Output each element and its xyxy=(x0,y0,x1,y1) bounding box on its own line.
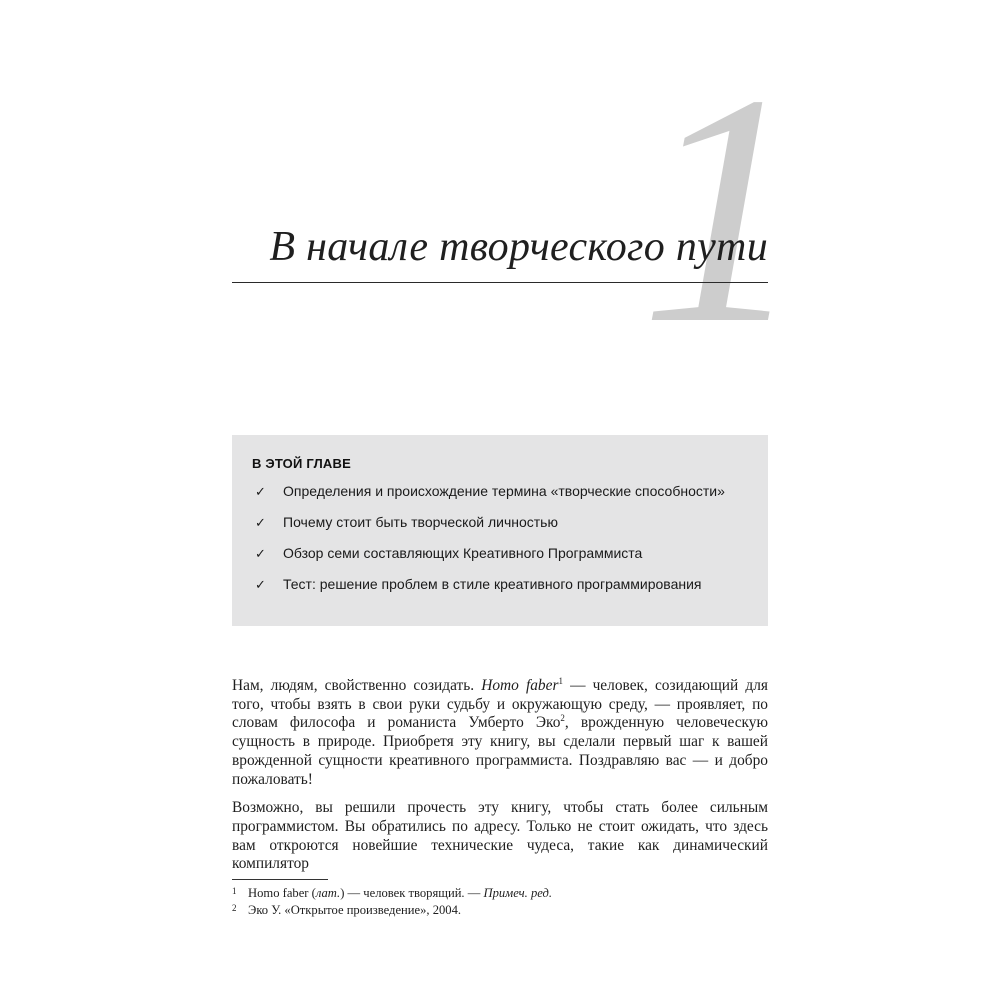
box-heading: В ЭТОЙ ГЛАВЕ xyxy=(252,456,351,471)
checkmark-icon: ✓ xyxy=(255,546,266,561)
fn1-middle: ) — человек творящий. — xyxy=(340,886,484,900)
list-item xyxy=(252,512,762,533)
list-item xyxy=(252,481,762,502)
chapter-number: 1 xyxy=(640,27,799,392)
fn1-before: Homo faber ( xyxy=(248,886,316,900)
list-item xyxy=(252,574,762,595)
list-item-text: Тест: решение проблем в стиле креативного программирования xyxy=(283,576,702,592)
chapter-topics-list xyxy=(252,481,762,605)
p1-before: Нам, людям, свойственно созидать. xyxy=(232,677,482,694)
fn1-note: Примеч. ред. xyxy=(483,886,553,900)
paragraph-2: Возможно, вы решили прочесть эту книгу, чтобы стать более сильным программистом. Вы обратились по адресу. Только не стоит ожидать, что здесь вам откроются новейшие технические чудеса, такие как динамический компилятор xyxy=(232,799,768,873)
paragraph-1 xyxy=(232,677,768,789)
footnote-ref-1: 1 xyxy=(558,675,563,686)
checkmark-icon: ✓ xyxy=(255,484,266,499)
footnote-2 xyxy=(232,902,768,919)
fn2-text: Эко У. «Открытое произведение», 2004. xyxy=(248,902,462,917)
list-item-text: Обзор семи составляющих Креативного Программиста xyxy=(283,545,643,561)
fn1-lang: лат. xyxy=(315,886,341,900)
body-text xyxy=(232,677,768,884)
p1-after: , врожденную человеческую сущность в природе. Приобретя эту книгу, вы сделали первый шаг к вашей врожденной сущности креативного программиста. Поздравляю вас — и добро пожаловать! xyxy=(232,714,768,788)
checkmark-icon: ✓ xyxy=(255,577,266,592)
list-item-text: Почему стоит быть творческой личностью xyxy=(283,514,558,530)
footnote-1 xyxy=(232,885,768,902)
chapter-summary-box xyxy=(232,435,768,626)
list-item-text: Определения и происхождение термина «творческие способности» xyxy=(283,483,725,499)
footnote-ref-2: 2 xyxy=(560,713,565,724)
checkmark-icon: ✓ xyxy=(255,515,266,530)
footnotes xyxy=(232,885,768,918)
p1-middle: — человек, созидающий для того, чтобы взять в свои руки судьбу и окружающую среду, — проявляет, по словам философа и романиста Умберто Эко xyxy=(232,677,768,732)
footnote-number: 1 xyxy=(232,886,237,896)
p1-term: Homo faber xyxy=(481,677,559,694)
list-item xyxy=(252,543,762,564)
chapter-title: В начале творческого пути xyxy=(269,224,768,270)
footnote-rule xyxy=(232,879,328,880)
title-rule xyxy=(232,282,768,283)
footnote-number: 2 xyxy=(232,902,237,913)
